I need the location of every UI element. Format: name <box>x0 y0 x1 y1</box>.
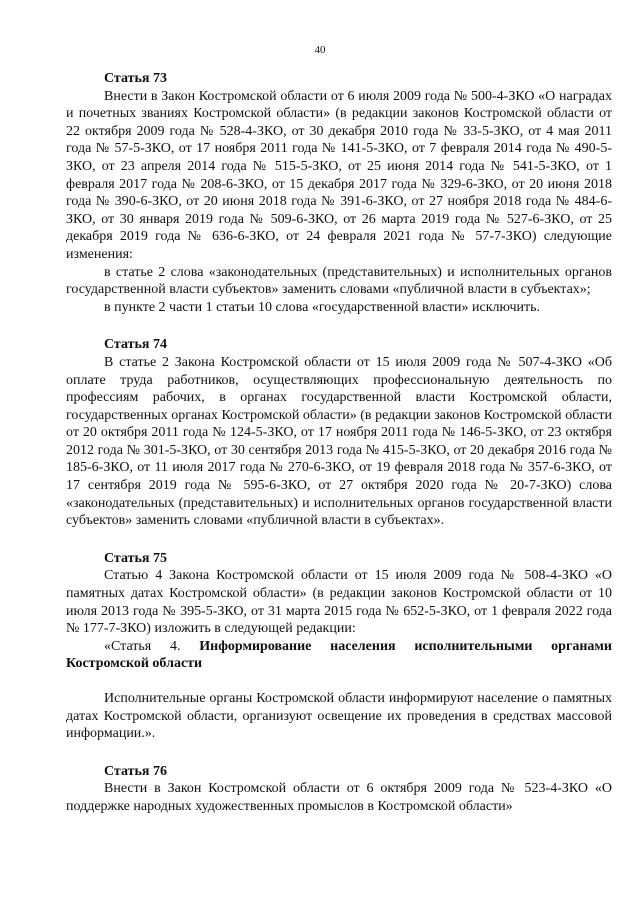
quote-heading: Информирование населения исполнительными органами Костромской области <box>66 638 612 672</box>
quoted-article-heading <box>66 638 612 673</box>
article-title: Статья 74 <box>104 337 167 353</box>
article-paragraph: В статье 2 Закона Костромской области от 15 июля 2009 года № 507-4-ЗКО «Об оплате труда работников, осуществляющих профессиональную деятельность по профессиям рабочих, в органах государственной власти Костромской области, государственных органах Костромской области» (в редакции законов Костромской области от 20 октября 2011 года № 124-5-ЗКО, от 17 ноября 2011 года № 146-5-ЗКО, от 23 октября 2012 года № 301-5-ЗКО, от 30 сентября 2013 года № 415-5-ЗКО, от 20 декабря 2016 года № 185-6-ЗКО, от 11 июля 2017 года № 270-6-ЗКО, от 19 февраля 2018 года № 357-6-ЗКО, от 17 сентября 2019 года № 595-6-ЗКО, от 27 октября 2020 года № 20-7-ЗКО) слова «законодательных (представительных) и исполнительных органов государственной власти субъектов» заменить словами «публичной власти в субъектах». <box>66 354 612 529</box>
article-paragraph: Внести в Закон Костромской области от 6 октября 2009 года № 523-4-ЗКО «О поддержке народных художественных промыслов в Костромской области» <box>66 781 612 814</box>
article-paragraph: в статье 2 слова «законодательных (представительных) и исполнительных органов государственной власти субъектов» заменить словами «публичной власти в субъектах»; <box>66 264 612 298</box>
quoted-article-body: Исполнительные органы Костромской области информируют население о памятных датах Костромской области, организуют освещение их проведения в средствах массовой информации.». <box>66 691 612 742</box>
article-76 <box>66 763 612 816</box>
quote-prefix: «Статья 4. <box>104 638 181 654</box>
article-74 <box>66 336 612 530</box>
article-title: Статья 73 <box>104 71 167 86</box>
article-73 <box>66 70 612 316</box>
document-body <box>66 70 612 816</box>
article-paragraph: Статью 4 Закона Костромской области от 15 июля 2009 года № 508-4-ЗКО «О памятных датах Костромской области» (в редакции законов Костромской области от 10 июля 2013 года № 395-5-ЗКО, от 31 марта 2015 года № 652-5-ЗКО, от 1 февраля 2022 года № 177-7-ЗКО) изложить в следующей редакции: <box>66 568 612 637</box>
article-title: Статья 76 <box>104 763 167 779</box>
article-title: Статья 75 <box>104 550 167 566</box>
article-75 <box>66 550 612 743</box>
page-number: 40 <box>314 44 326 56</box>
article-paragraph: в пункте 2 части 1 статьи 10 слова «государственной власти» исключить. <box>104 299 540 315</box>
article-paragraph: Внести в Закон Костромской области от 6 июля 2009 года № 500-4-ЗКО «О наградах и почетных званиях Костромской области» (в редакции законов Костромской области от 22 октября 2009 года № 528-4-ЗКО, от 30 декабря 2010 года № 33-5-ЗКО, от 4 мая 2011 года № 57-5-ЗКО, от 17 ноября 2011 года № 141-5-ЗКО, от 7 февраля 2014 года № 490-5-ЗКО, от 23 апреля 2014 года № 515-5-ЗКО, от 25 июня 2014 года № 541-5-ЗКО, от 1 февраля 2017 года № 208-6-ЗКО, от 15 декабря 2017 года № 329-6-ЗКО, от 20 июня 2018 года № 390-6-ЗКО, от 20 июня 2018 года № 391-6-ЗКО, от 27 ноября 2018 года № 484-6-ЗКО, от 30 января 2019 года № 509-6-ЗКО, от 26 марта 2019 года № 527-6-ЗКО, от 25 декабря 2019 года № 636-6-ЗКО, от 24 февраля 2021 года № 57-7-ЗКО) следующие изменения: <box>66 88 612 262</box>
